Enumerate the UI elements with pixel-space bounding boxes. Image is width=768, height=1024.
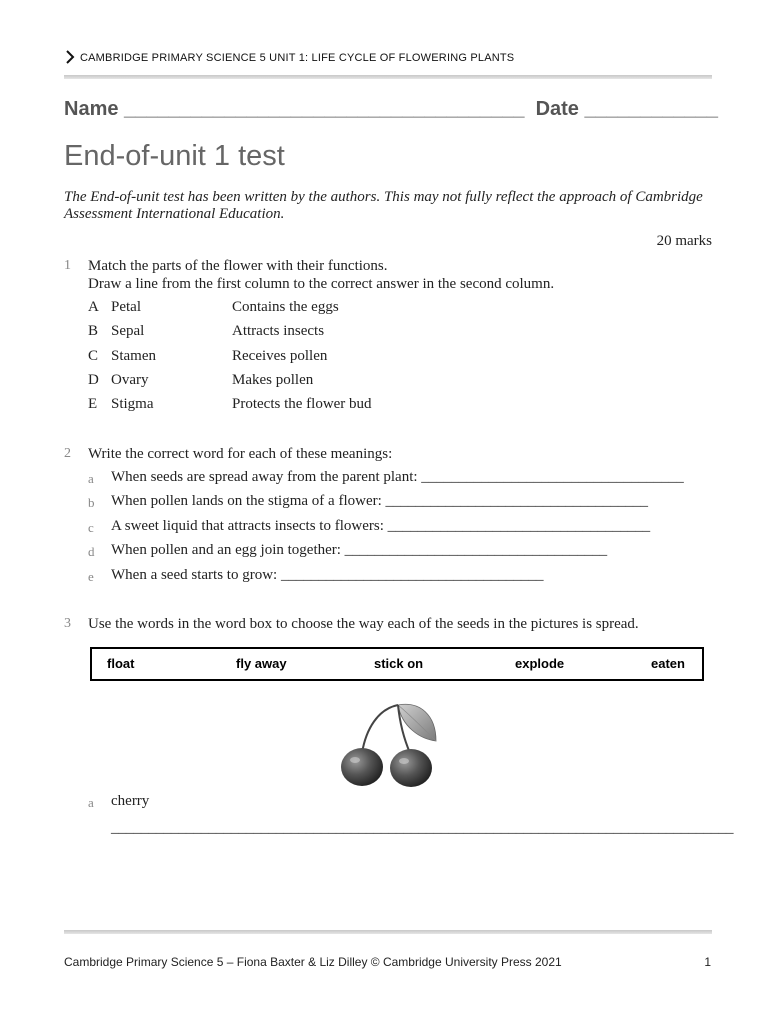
sub-question-text: When pollen and an egg join together: ___________________________________	[111, 542, 608, 558]
flower-part: Ovary	[111, 372, 149, 388]
option-letter: B	[88, 323, 99, 339]
word-box-word: float	[107, 656, 135, 671]
sub-question-text: A sweet liquid that attracts insects to flowers: ___________________________________	[111, 518, 651, 534]
question-1-line-2: Draw a line from the first column to the correct answer in the second column.	[88, 276, 555, 292]
chevron-right-icon	[65, 49, 75, 65]
question-2-text: Write the correct word for each of these meanings:	[88, 446, 393, 462]
page-number: 1	[704, 955, 711, 969]
sub-question-text: When seeds are spread away from the parent plant: ___________________________________	[111, 469, 684, 485]
flower-function: Attracts insects	[232, 323, 325, 339]
option-letter: D	[88, 372, 99, 388]
sub-question-text: When a seed starts to grow: ___________________________________	[111, 567, 544, 583]
header-rule	[64, 75, 712, 79]
sub-question-text: When pollen lands on the stigma of a flower: ___________________________________	[111, 493, 649, 509]
option-letter: A	[88, 299, 99, 315]
total-marks: 20 marks	[656, 233, 712, 249]
word-box-word: stick on	[374, 656, 424, 671]
footer-text: Cambridge Primary Science 5 – Fiona Baxter & Liz Dilley © Cambridge University Press 2021	[64, 955, 562, 969]
flower-function: Makes pollen	[232, 372, 314, 388]
name-date-line: Name ____________________________________ Date ____________	[64, 98, 718, 120]
flower-function: Protects the flower bud	[232, 396, 372, 412]
word-box-word: explode	[515, 656, 565, 671]
sub-question-letter: d	[88, 544, 95, 559]
option-letter: C	[88, 348, 99, 364]
flower-part: Sepal	[111, 323, 145, 339]
question-1-line-1: Match the parts of the flower with their functions.	[88, 258, 388, 274]
disclaimer-note: The End-of-unit test has been written by the authors. This may not fully reflect the approach of Cambridge Assessment International Education.	[64, 189, 703, 222]
running-header: CAMBRIDGE PRIMARY SCIENCE 5 UNIT 1: LIFE CYCLE OF FLOWERING PLANTS	[80, 52, 515, 64]
sub-question-letter: a	[88, 795, 94, 810]
question-number: 3	[64, 616, 71, 631]
footer-rule	[64, 930, 712, 934]
word-box-word: fly away	[236, 656, 287, 671]
sub-question-letter: e	[88, 569, 94, 584]
answer-line: ___________________________________________________________________________________	[111, 820, 734, 836]
question-number: 1	[64, 258, 71, 273]
sub-question-letter: b	[88, 495, 95, 510]
flower-function: Receives pollen	[232, 348, 328, 364]
cherry-image	[338, 695, 442, 789]
word-box-word: eaten	[651, 656, 685, 671]
flower-part: Stamen	[111, 348, 156, 364]
question-3-text: Use the words in the word box to choose the way each of the seeds in the pictures is spread.	[88, 616, 639, 632]
sub-question-letter: a	[88, 471, 94, 486]
flower-function: Contains the eggs	[232, 299, 339, 315]
sub-question-text: cherry	[111, 793, 150, 809]
sub-question-letter: c	[88, 520, 94, 535]
flower-part: Petal	[111, 299, 141, 315]
question-number: 2	[64, 446, 71, 461]
page-title: End-of-unit 1 test	[64, 140, 285, 172]
flower-part: Stigma	[111, 396, 154, 412]
option-letter: E	[88, 396, 98, 412]
